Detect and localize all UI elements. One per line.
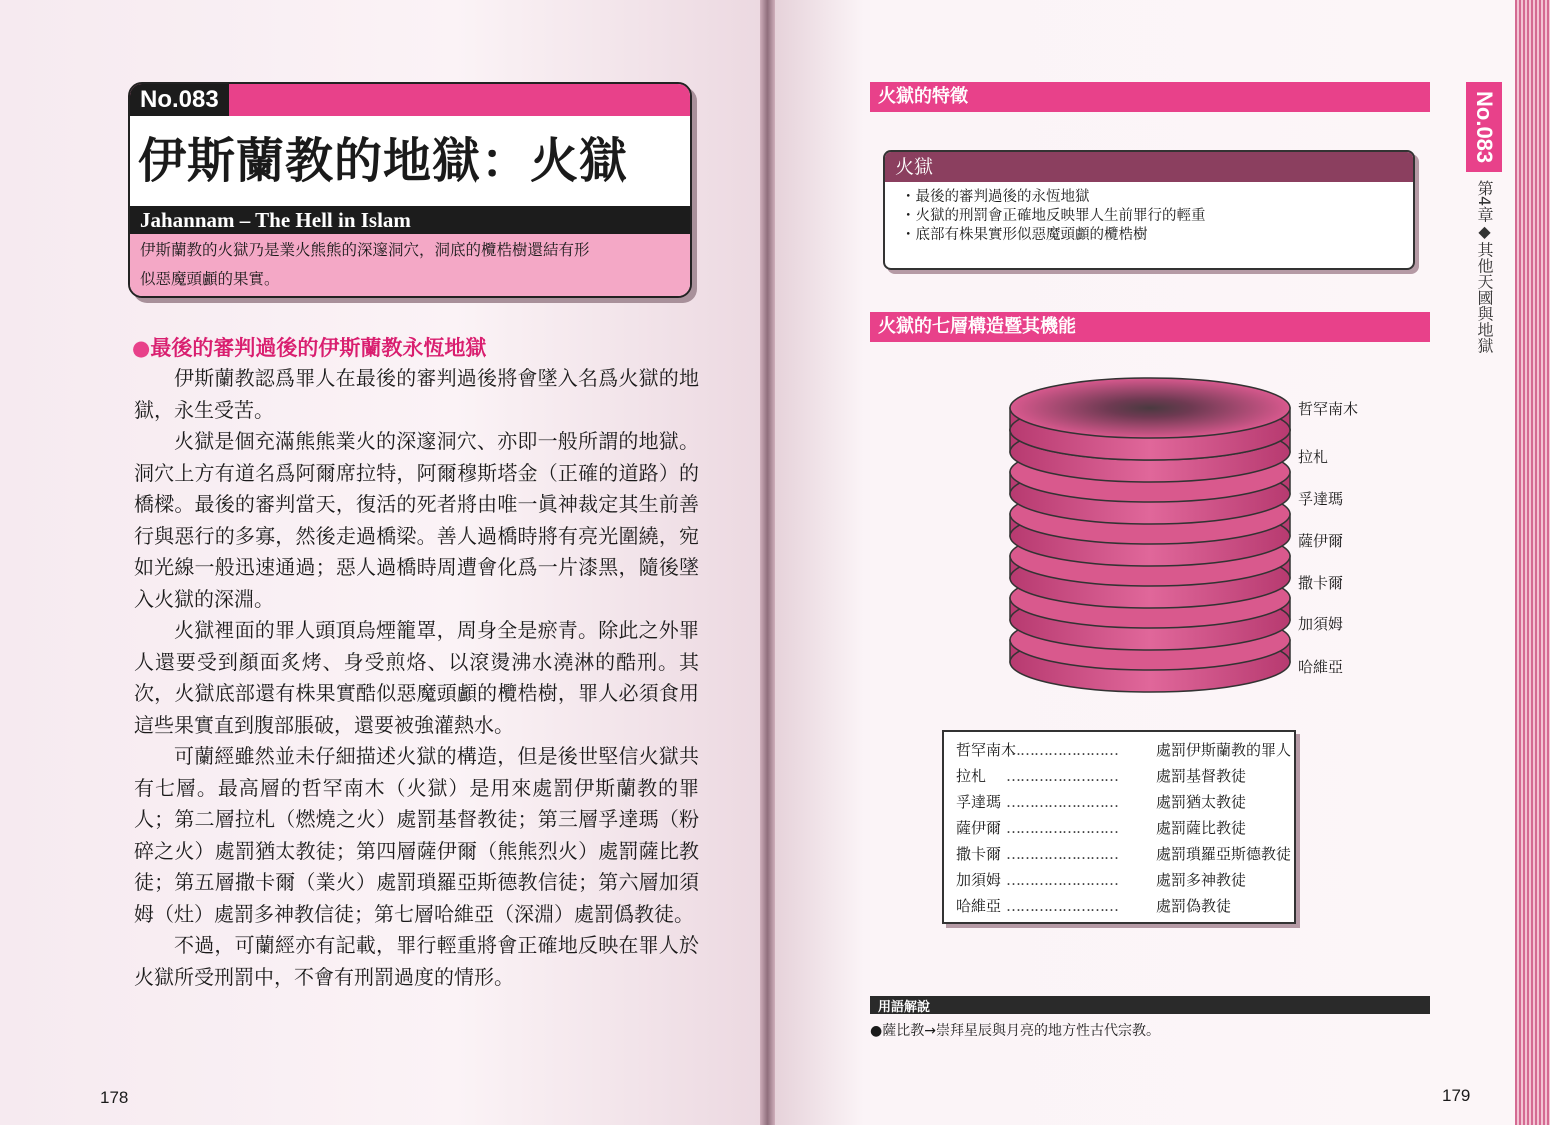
table-row: 撒卡爾 …………………… 處罰瑣羅亞斯德教徒: [956, 845, 1292, 863]
number-tag: No.083: [130, 84, 229, 116]
paragraph: 不過，可蘭經亦有記載，罪行輕重將會正確地反映在罪人於火獄所受刑罰中，不會有刑罰過度的情形。: [134, 933, 699, 989]
table-row: 加須姆 …………………… 處罰多神教徒: [956, 871, 1247, 889]
title-box: [128, 82, 692, 298]
page-number-right: 179: [1442, 1086, 1471, 1105]
side-tab-chapter: 第4章◆其他天國與地獄: [1475, 180, 1494, 354]
table-row: 孚達瑪 …………………… 處罰猶太教徒: [956, 793, 1247, 811]
book-gutter: [760, 0, 775, 1125]
features-bar: 火獄的特徵: [870, 82, 1430, 112]
feature-item: ・ 火獄的刑罰會正確地反映罪人生前罪行的輕重: [901, 207, 1413, 226]
paragraph: 伊斯蘭教認爲罪人在最後的審判過後將會墜入名爲火獄的地獄，永生受苦。: [134, 366, 699, 422]
glossary-entry: ●薩比教→崇拜星辰與月亮的地方性古代宗教。: [870, 1023, 1160, 1039]
page-title: 伊斯蘭教的地獄：火獄: [138, 133, 629, 189]
layer-function-table: [942, 730, 1296, 924]
layer-label: 孚達瑪: [1298, 490, 1344, 508]
layer-label: 哲罕南木: [1298, 400, 1359, 418]
paragraph: 火獄是個充滿熊熊業火的深邃洞穴、亦即一般所謂的地獄。洞穴上方有道名爲阿爾席拉特，阿爾穆斯塔金（正確的道路）的橋樑。最後的審判當天，復活的死者將由唯一眞神裁定其生前善行與惡行的多寡，然後走過橋梁。善人過橋時將有亮光圍繞，宛如光線一般迅速通過；惡人過橋時周遭會化爲一片漆黑，隨後墜入火獄的深淵。: [134, 429, 699, 611]
page-edge: [1515, 0, 1550, 1125]
summary-line: 似惡魔頭顱的果實。: [140, 270, 280, 288]
layer-label: 拉札: [1298, 448, 1329, 466]
layer-label: 撒卡爾: [1298, 574, 1344, 592]
glossary-bar: [870, 996, 1430, 1014]
table-row: 拉札 …………………… 處罰基督教徒: [956, 767, 1247, 785]
bullet-icon: ●: [132, 336, 151, 360]
english-subtitle: Jahannam – The Hell in Islam: [130, 206, 690, 234]
left-page: [0, 0, 760, 1125]
layer-label: 加須姆: [1298, 615, 1344, 633]
feature-item: ・ 最後的審判過後的永恆地獄: [901, 188, 1413, 207]
paragraph: 火獄裡面的罪人頭頂烏煙籠罩，周身全是瘀青。除此之外罪人還要受到顏面炙烤、身受煎烙、以滾燙沸水澆淋的酷刑。其次，火獄底部還有株果實酷似惡魔頭顱的欖梏樹，罪人必須食用這些果實直到腹部脹破，還要被強灌熱水。: [134, 618, 699, 737]
glossary-title: 用語解說: [878, 1000, 931, 1015]
feature-box-title: 火獄: [885, 152, 1413, 182]
body-text: [134, 363, 699, 993]
paragraph: 可蘭經雖然並未仔細描述火獄的構造，但是後世堅信火獄共有七層。最高層的哲罕南木（火獄）是用來處罰伊斯蘭教的罪人；第二層拉札（燃燒之火）處罰基督教徒；第三層孚達瑪（粉碎之火）處罰猶太教徒；第四層薩伊爾（熊熊烈火）處罰薩比教徒；第五層撒卡爾（業火）處罰瑣羅亞斯德教信徒；第六層加須姆（灶）處罰多神教信徒；第七層哈維亞（深淵）處罰僞教徒。: [134, 744, 699, 926]
layer-disc-top: [1010, 378, 1290, 460]
seven-layer-diagram: [1000, 370, 1300, 720]
side-tab-number: No.083: [1466, 82, 1502, 172]
summary: [130, 234, 690, 296]
side-tab: [1466, 82, 1502, 382]
page-number-left: 178: [100, 1088, 129, 1107]
number-tag-bar: [130, 84, 690, 116]
feature-box: [883, 150, 1415, 270]
layer-label: 薩伊爾: [1298, 532, 1344, 550]
layer-label: 哈維亞: [1298, 658, 1344, 676]
summary-line: 伊斯蘭教的火獄乃是業火熊熊的深邃洞穴，洞底的欖梏樹還結有形: [140, 241, 590, 259]
feature-list: [901, 188, 1413, 245]
table-row: 哈維亞 …………………… 處罰偽教徒: [956, 897, 1232, 915]
structure-bar: 火獄的七層構造暨其機能: [870, 312, 1430, 342]
feature-item: ・ 底部有株果實形似惡魔頭顱的欖梏樹: [901, 226, 1413, 245]
table-row: 哲罕南木 …………………… 處罰伊斯蘭教的罪人: [956, 741, 1292, 759]
table-row: 薩伊爾 …………………… 處罰薩比教徒: [956, 819, 1247, 837]
section-heading: ●最後的審判過後的伊斯蘭教永恆地獄: [132, 336, 487, 360]
